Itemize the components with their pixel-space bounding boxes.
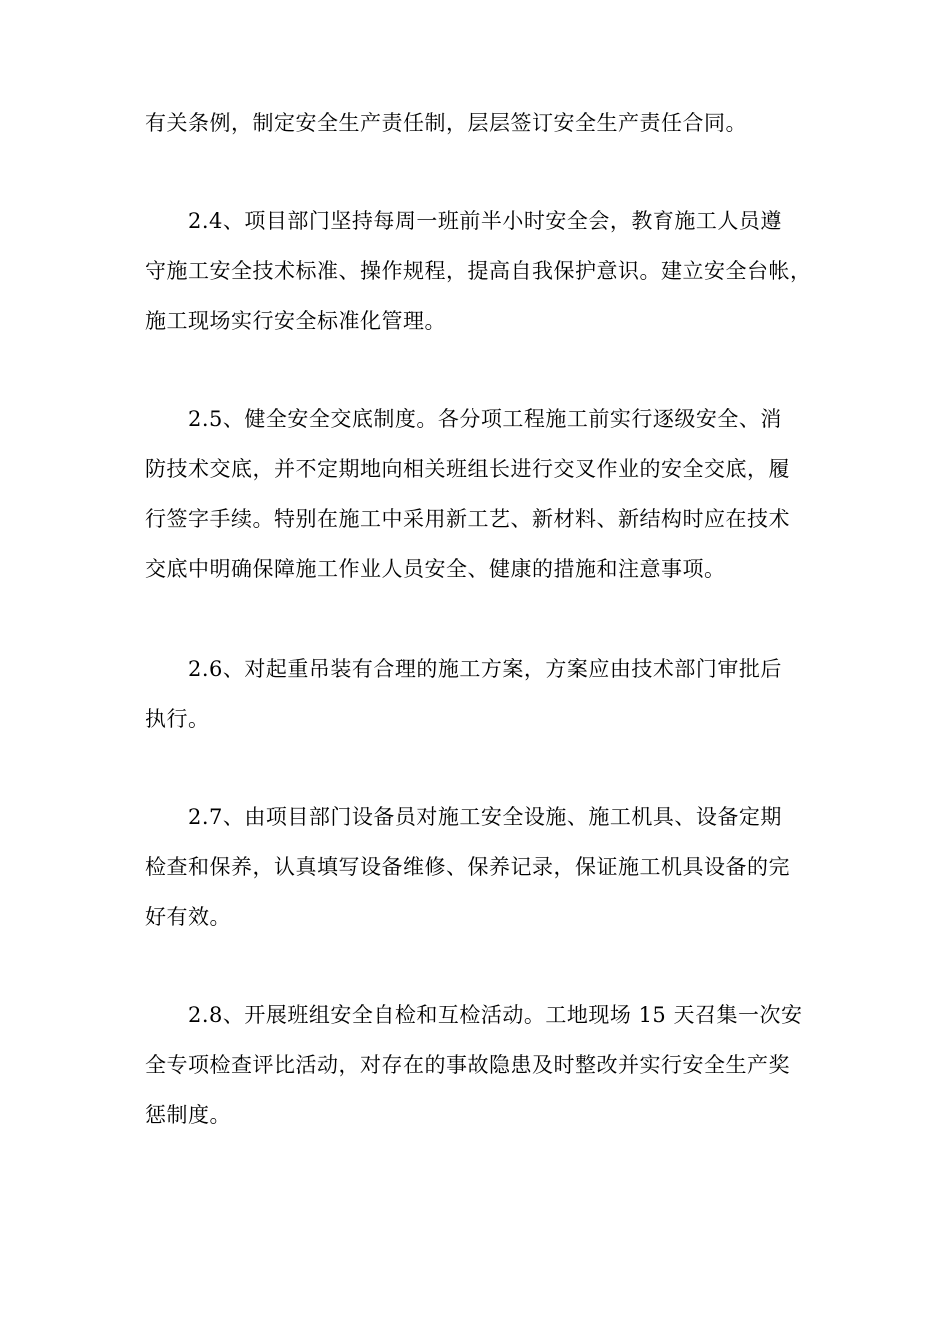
paragraph-2-7-line-2: 检查和保养，认真填写设备维修、保养记录，保证施工机具设备的完: [145, 855, 790, 879]
paragraph-2-7-line-3: 好有效。: [145, 905, 231, 929]
paragraph-2-5-line-2: 防技术交底，并不定期地向相关班组长进行交叉作业的安全交底，履: [145, 457, 790, 481]
paragraph-intro-line-1: 有关条例，制定安全生产责任制，层层签订安全生产责任合同。: [145, 111, 747, 135]
paragraph-2-4-line-2: 守施工安全技术标准、操作规程，提高自我保护意识。建立安全台帐，: [145, 259, 812, 283]
paragraph-2-4-line-1: 2.4、项目部门坚持每周一班前半小时安全会，教育施工人员遵: [188, 209, 782, 233]
paragraph-2-5-line-4: 交底中明确保障施工作业人员安全、健康的措施和注意事项。: [145, 557, 726, 581]
paragraph-2-6-line-2: 执行。: [145, 707, 210, 731]
paragraph-2-4-line-3: 施工现场实行安全标准化管理。: [145, 309, 446, 333]
paragraph-2-8-line-3: 惩制度。: [145, 1103, 231, 1127]
paragraph-2-5-line-1: 2.5、健全安全交底制度。各分项工程施工前实行逐级安全、消: [188, 407, 782, 431]
paragraph-2-6-line-1: 2.6、对起重吊装有合理的施工方案，方案应由技术部门审批后: [188, 657, 782, 681]
paragraph-2-7-line-1: 2.7、由项目部门设备员对施工安全设施、施工机具、设备定期: [188, 805, 782, 829]
paragraph-2-5-line-3: 行签字手续。特别在施工中采用新工艺、新材料、新结构时应在技术: [145, 507, 790, 531]
paragraph-2-8-line-1: 2.8、开展班组安全自检和互检活动。工地现场 15 天召集一次安: [188, 1003, 803, 1027]
paragraph-2-8-line-2: 全专项检查评比活动，对存在的事故隐患及时整改并实行安全生产奖: [145, 1053, 790, 1077]
